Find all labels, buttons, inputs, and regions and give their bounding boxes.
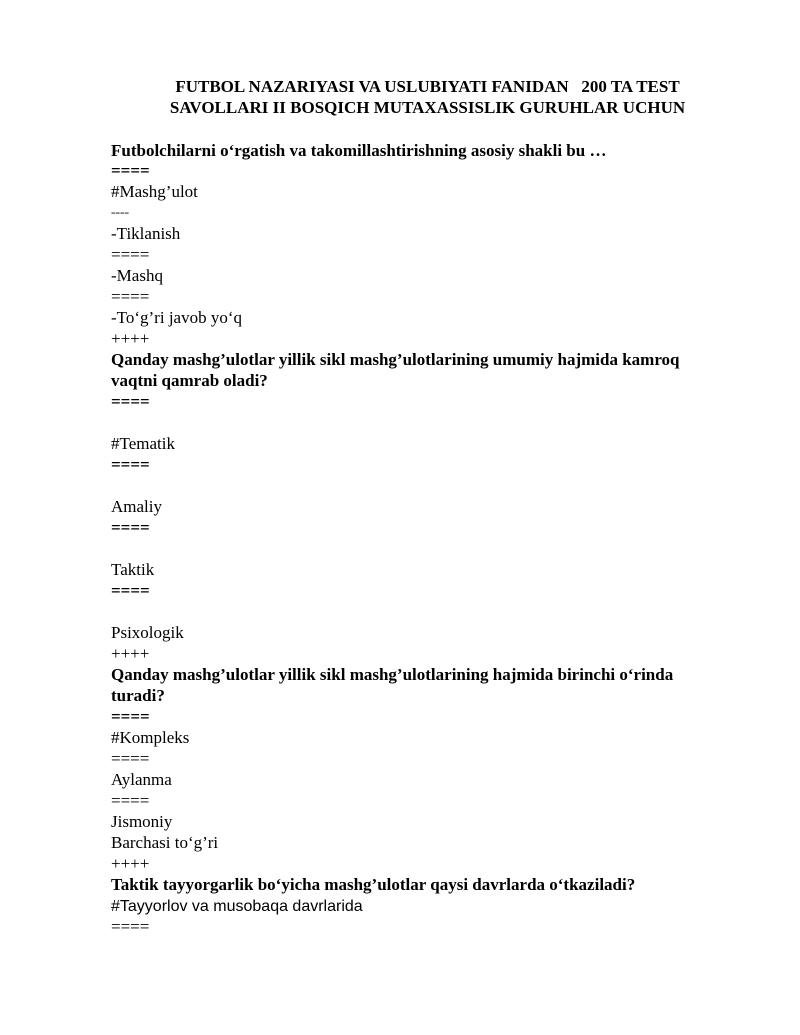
question-4-text: Taktik tayyorgarlik bo‘yicha mashg’ulotlar qaysi davrlarda o‘tkaziladi? [111, 875, 636, 894]
answer-option: Amaliy [111, 497, 162, 516]
separator: ==== [111, 455, 150, 474]
question-3-text-line-2: turadi? [111, 686, 165, 705]
question-end-marker: ++++ [111, 329, 150, 348]
separator: ==== [111, 245, 150, 264]
question-end-marker: ++++ [111, 644, 150, 663]
answer-option: #Mashg’ulot [111, 182, 198, 201]
separator: ==== [111, 392, 150, 411]
answer-option: -To‘g’ri javob yo‘q [111, 308, 242, 327]
separator: ==== [111, 287, 150, 306]
separator: ==== [111, 209, 130, 218]
answer-option: Jismoniy [111, 812, 173, 831]
separator: ==== [111, 581, 150, 600]
document-title-line-2: SAVOLLARI II BOSQICH MUTAXASSISLIK GURUHLAR UCHUN [169, 98, 686, 117]
separator: ==== [111, 161, 150, 180]
question-2-text-line-2: vaqtni qamrab oladi? [111, 371, 268, 390]
separator: ==== [111, 518, 150, 537]
question-end-marker: ++++ [111, 854, 150, 873]
document-title-line-1: FUTBOL NAZARIYASI VA USLUBIYATI FANIDAN 200 TA TEST [175, 77, 680, 96]
separator: ==== [111, 791, 150, 810]
question-2-text-line-1: Qanday mashg’ulotlar yillik sikl mashg’ulotlarining umumiy hajmida kamroq [111, 350, 680, 369]
answer-option: #Tayyorlov va musobaqa davrlarida [111, 898, 363, 915]
separator: ==== [111, 707, 150, 726]
answer-option: #Tematik [111, 434, 175, 453]
answer-option: Psixologik [111, 623, 184, 642]
answer-option: -Mashq [111, 266, 163, 285]
answer-option: Barchasi to‘g’ri [111, 833, 219, 852]
answer-option: #Kompleks [111, 728, 190, 747]
separator: ==== [111, 749, 150, 768]
answer-option: Aylanma [111, 770, 172, 789]
separator: ==== [111, 917, 150, 936]
answer-option: Taktik [111, 560, 155, 579]
answer-option: -Tiklanish [111, 224, 181, 243]
question-3-text-line-1: Qanday mashg’ulotlar yillik sikl mashg’ulotlarining hajmida birinchi o‘rinda [111, 665, 674, 684]
question-1-text: Futbolchilarni o‘rgatish va takomillashtirishning asosiy shakli bu … [111, 141, 607, 160]
